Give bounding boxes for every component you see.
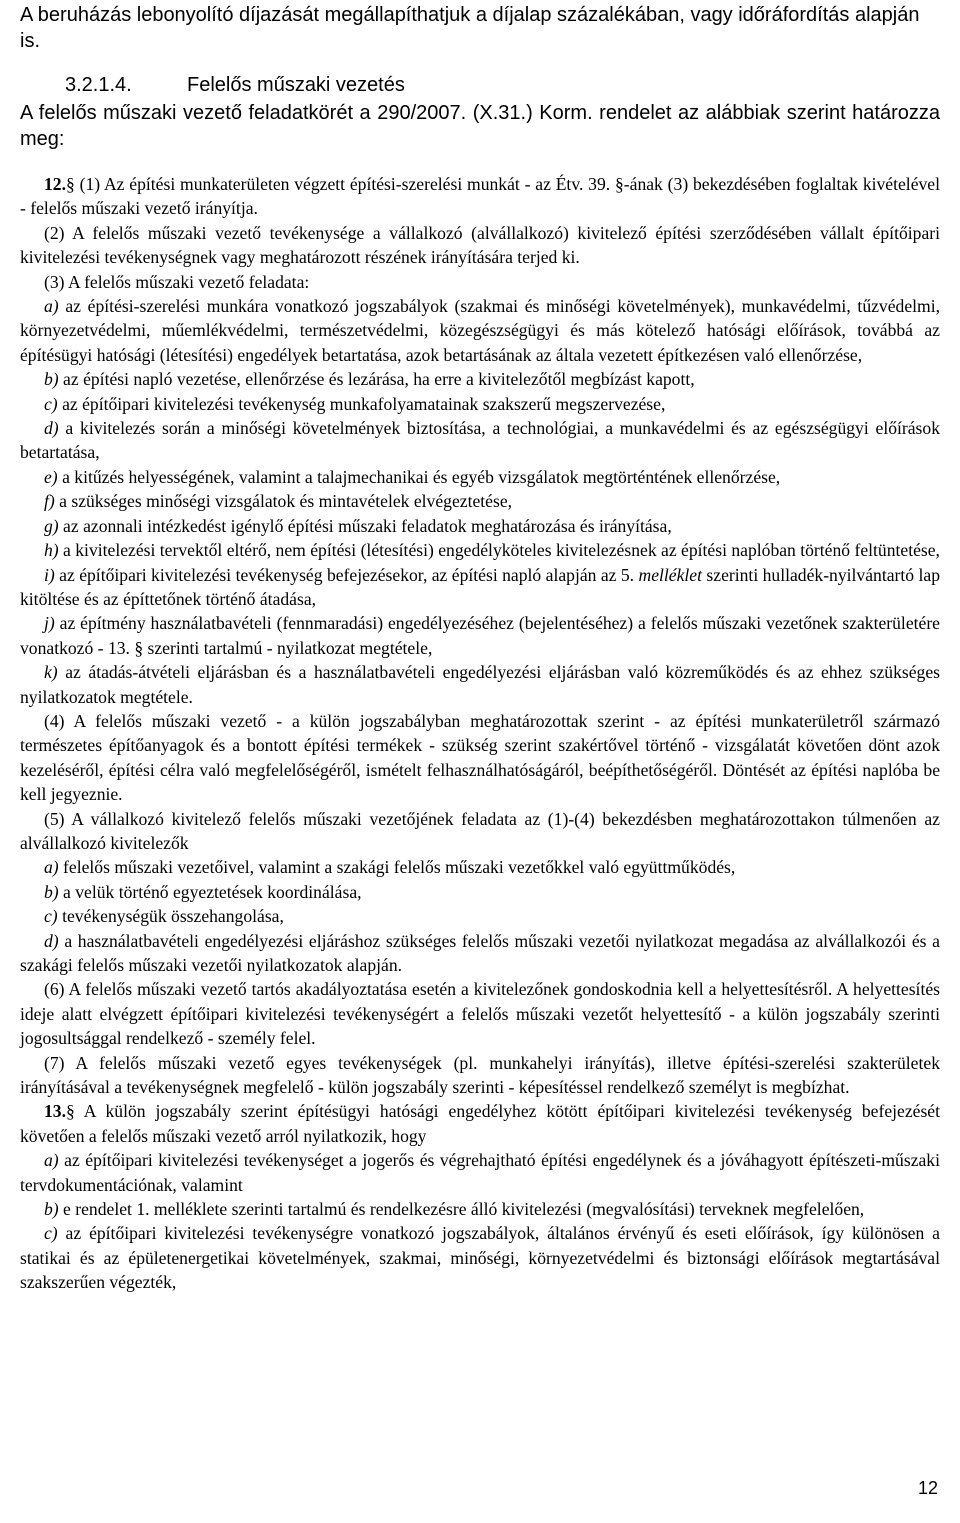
s12-item-f: f) a szükséges minőségi vizsgálatok és mintavételek elvégeztetése,	[44, 491, 513, 512]
intro-paragraph: A beruházás lebonyolító díjazását megállapíthatjuk a díjalap százalékában, vagy időráfordítás alapján is.	[20, 4, 920, 52]
s12-item-h: h) a kivitelezési tervektől eltérő, nem építési (létesítési) engedélyköteles kivitelezésnek az építési naplóban történő feltüntetése,	[44, 540, 940, 561]
s13-number: 13.	[44, 1101, 66, 1122]
lead-paragraph: A felelős műszaki vezető feladatkörét a 290/2007. (X.31.) Korm. rendelet az alábbiak szerint határozza meg:	[20, 102, 940, 150]
s13-item-b: b) e rendelet 1. melléklete szerinti tartalmú és rendelkezésre álló kivitelezési (megvalósítási) terveknek megfelelően,	[44, 1199, 865, 1220]
s13-p1: 13.§ A külön jogszabály szerint építésügyi hatósági engedélyhez kötött építőipari kivitelezési tevékenység befejezését követően a felelős műszaki vezető arról nyilatkozik, hogy	[20, 1101, 940, 1146]
s12-item-d: d) a kivitelezés során a minőségi követelmények biztosítása, a technológiai, a munkavédelmi és az egészségügyi előírások betartatása,	[20, 418, 940, 463]
s12-item-a: a) az építési-szerelési munkára vonatkozó jogszabályok (szakmai és minőségi követelmények), munkavédelmi, tűzvédelmi, környezetvédelmi, műemlékvédelmi, természetvédelmi, közegészségügyi és más kötelező hatósági előírások, továbbá az építésügyi hatósági (létesítési) engedélyek betartatása, azok betartásának az általa vezetett építkezésen való ellenőrzése,	[20, 296, 940, 365]
s12-5-item-d: d) a használatbavételi engedélyezési eljáráshoz szükséges felelős műszaki vezetői nyilatkozat megadása az alvállalkozói és a szakági felelős műszaki vezetői nyilatkozatok alapján.	[20, 930, 940, 975]
s12-5-item-a: a) felelős műszaki vezetőivel, valamint a szakági felelős műszaki vezetőkkel való együttműködés,	[44, 857, 736, 878]
s12-item-g: g) az azonnali intézkedést igénylő építési műszaki feladatok meghatározása és irányítása,	[44, 515, 672, 536]
s12-number: 12.	[44, 174, 66, 194]
legal-text	[20, 172, 940, 1295]
s12-p6: (6) A felelős műszaki vezető tartós akadályoztatása esetén a kivitelezőnek gondoskodnia kell a helyettesítésről. A helyettesítés ideje alatt elvégzett építőipari kivitelezési tevékenységért a felelős műszaki vezetőt helyettesítő - a külön jogszabály szerinti jogosultsággal rendelkező - személy felel.	[20, 979, 940, 1049]
s12-p4: (4) A felelős műszaki vezető - a külön jogszabályban meghatározottak szerint - az építési munkaterületről származó természetes építőanyagok és a bontott építési termékek - szükség szerint szakértővel történő - vizsgálatát követően dönt azok kezeléséről, építési célra való megfelelőségéről, ismételt felhasználhatóságáról, beépíthetőségéről. Döntését az építési naplóba be kell jegyeznie.	[20, 710, 940, 805]
section-sign-icon: §	[66, 1101, 75, 1122]
s12-item-c: c) az építőipari kivitelezési tevékenység munkafolyamatainak szakszerű megszervezése,	[44, 393, 666, 414]
s12-5-item-b: b) a velük történő egyeztetések koordinálása,	[44, 881, 362, 902]
s12-item-j: j) az építmény használatbavételi (fennmaradási) engedélyezéséhez (bejelentéséhez) a felelős műszaki vezetőnek szakterületére vonatkozó - 13. § szerinti tartalmú - nyilatkozat megtétele,	[20, 613, 940, 658]
s12-p3: (3) A felelős műszaki vezető feladata:	[44, 271, 310, 292]
section-number: 3.2.1.4.	[65, 74, 132, 96]
s12-p1: 12.§ (1) Az építési munkaterületen végzett építési-szerelési munkát - az Étv. 39. §-ának (3) bekezdésében foglaltak kivételével - felelős műszaki vezető irányítja.	[20, 174, 940, 219]
s12-item-e: e) a kitűzés helyességének, valamint a talajmechanikai és egyéb vizsgálatok megtörténtének ellenőrzése,	[44, 466, 781, 487]
section-title: Felelős műszaki vezetés	[187, 74, 405, 96]
section-heading	[65, 72, 405, 98]
s12-p7: (7) A felelős műszaki vezető egyes tevékenységek (pl. munkahelyi irányítás), illetve építési-szerelési szakterületek irányításával a tevékenységnek megfelelő - külön jogszabály szerinti - képesítéssel rendelkező személyt is megbízhat.	[20, 1052, 940, 1098]
s12-item-i: i) az építőipari kivitelezési tevékenység befejezésekor, az építési napló alapján az 5. melléklet szerinti hulladék-nyilvántartó lap kitöltése és az építtetőnek történő átadása,	[20, 564, 940, 609]
s12-p2: (2) A felelős műszaki vezető tevékenysége a vállalkozó (alvállalkozó) kivitelező építési szerződésében vállalt építőipari kivitelezési tevékenységnek vagy meghatározott részének irányítására terjed ki.	[20, 222, 940, 268]
s12-item-b: b) az építési napló vezetése, ellenőrzése és lezárása, ha erre a kivitelezőtől megbízást kapott,	[44, 369, 695, 390]
s13-item-c: c) az építőipari kivitelezési tevékenységre vonatkozó jogszabályok, általános érvényű és eseti előírások, így különösen a statikai és az épületenergetikai követelmények, szakmai, minőségi, környezetvédelmi és biztonsági előírások megtartásával szakszerűen végezték,	[20, 1223, 940, 1293]
s12-5-item-c: c) tevékenységük összehangolása,	[44, 906, 284, 927]
s13-item-a: a) az építőipari kivitelezési tevékenységet a jogerős és végrehajtható építési engedélynek és a jóváhagyott építészeti-műszaki tervdokumentációnak, valamint	[20, 1150, 940, 1195]
s12-item-k: k) az átadás-átvételi eljárásban és a használatbavételi engedélyezési eljárásban való közreműködés és az ehhez szükséges nyilatkozatok megtétele.	[20, 662, 940, 707]
s12-p5: (5) A vállalkozó kivitelező felelős műszaki vezetőjének feladata az (1)-(4) bekezdésben meghatározottakon túlmenően az alvállalkozó kivitelezők	[20, 808, 940, 853]
page-number: 12	[917, 1478, 938, 1498]
section-sign-icon: §	[66, 174, 75, 194]
